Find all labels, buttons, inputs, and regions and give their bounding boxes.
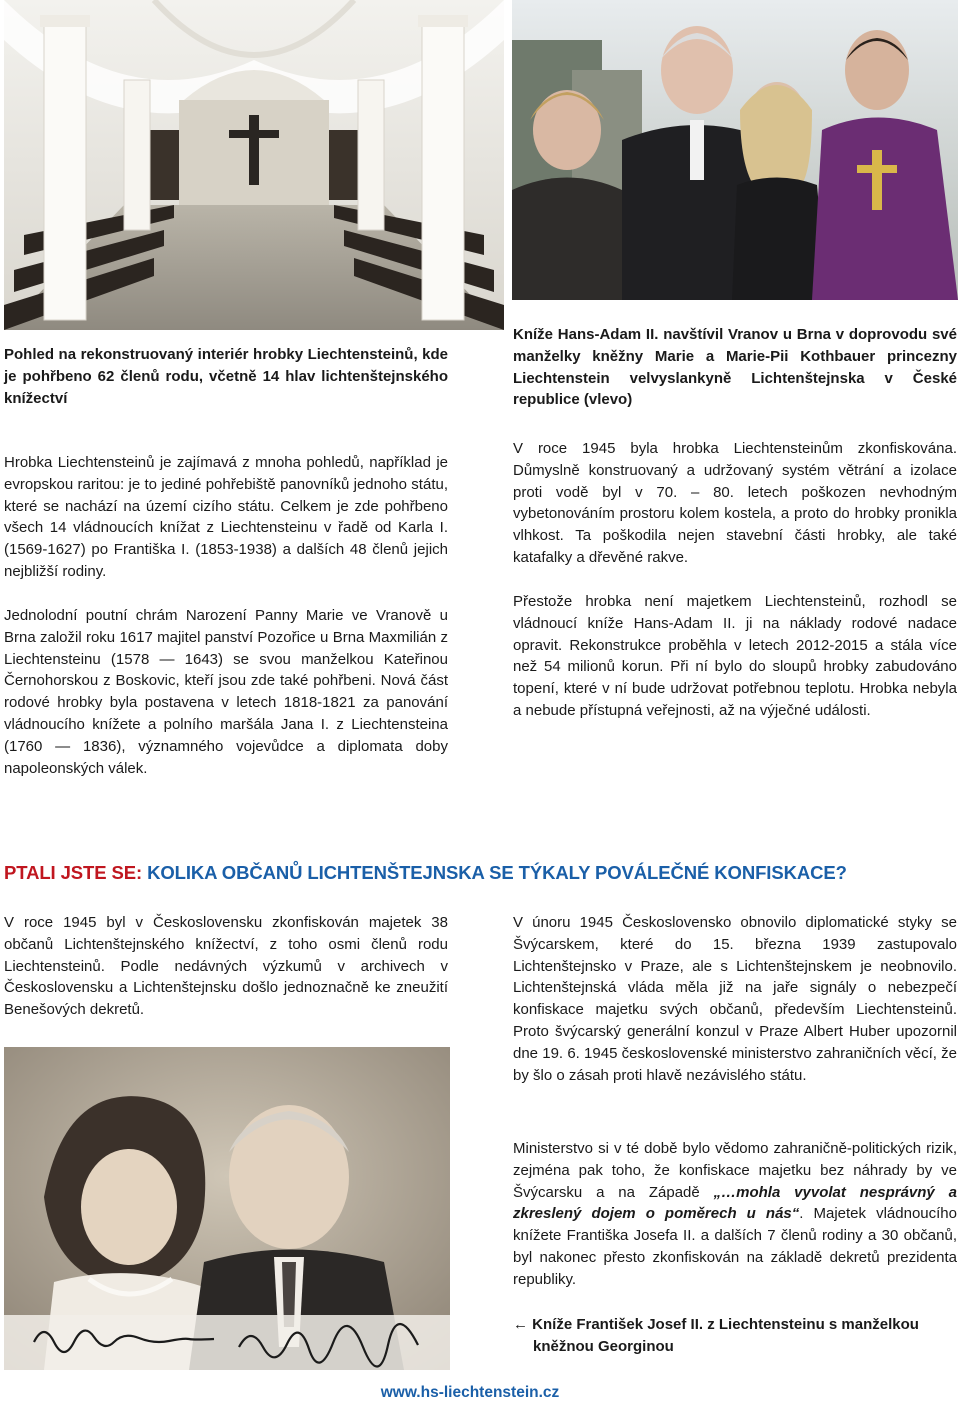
question-heading [4,862,954,884]
restoration-paragraph: Přestože hrobka není majetkem Liechtensteinů, rozhodl se vládnoucí kníže Hans-Adam II. ji na náklady rodové nadace opravit. Rekonstrukce proběhla v letech 2012-2015 a stála více než 54 milionů korun. Při ní bylo do sloupů hrobky zabudováno topení, které v ní bude udržovat potřebnou teplotu. Hrobka nebyla a nebude přístupná veřejnosti, až na výječné události. [513,593,957,719]
footer-url-link[interactable]: www.hs-liechtenstein.cz [380,1384,560,1401]
portrait-caption-text: Kníže František Josef II. z Liechtensteinu s manželkou kněžnou Georginou [532,1316,919,1355]
visit-group-photo [512,0,958,300]
crypt-interior-photo [4,0,504,330]
answer-right-paragraph-2 [513,1138,957,1291]
answer-right-text-before: Ministerstvo si v té době bylo vědomo zahraničně-politických rizik, zejména pak toho, že konfiskace majetku bez náhrady by ve Švýcarsku a na Západě [513,1140,957,1201]
answer-right-paragraph-1: V únoru 1945 Československo obnovilo diplomatické styky se Švýcarskem, které do 15. března 1939 zastupovalo Lichtenštejnsko v Praze, ale s Lichtenštejnskem je neobnovilo. Lichtenštejnská vláda měla již na jaře signály o nebezpečí konfiskace majetku svých občanů, především Liechtensteinů. Proto švýcarský generální konzul v Praze Albert Huber upozornil dne 19. 6. 1945 československé ministerstvo zahraničních věcí, že by šlo o zásah proti hlavě nezávislého státu. [513,914,957,1084]
crypt-paragraph: Hrobka Liechtensteinů je zajímavá z mnoha pohledů, například je evropskou raritou: je to jediné pohřebiště panovníků jednoho státu, které se nachází na území cizího státu. Celkem je zde pohřbeno všech 14 vládnoucích knížat z Liechtensteinu v řadě od Karla I. (1569-1627) po Františka I. (1853-1938) a dalších 48 členů jejich nejbližší rodiny. [4,454,448,580]
visit-caption: Kníže Hans-Adam II. navštívil Vranov u Brna v doprovodu své manželky kněžny Marie a Marie-Pii Kothbauer princezny Liechtenstein velvyslankyně Lichtenštejnska v České republice (vlevo) [513,326,957,409]
portrait-caption [513,1314,960,1358]
arrow-left-icon: ← [513,1316,528,1333]
answer-left-paragraph: V roce 1945 byl v Československu zkonfiskován majetek 38 občanů Lichtenštejnského knížectví, z toho osmi členů rodu Liechtensteinů. Podle nedávných výzkumů v archivech v Československu a Lichtenštejnsku došlo jednoznačně ke zneužití Benešových dekretů. [4,914,448,1019]
royal-couple-portrait [4,1047,450,1370]
church-paragraph: Jednolodní poutní chrám Narození Panny Marie ve Vranově u Brna založil roku 1617 majitel panství Pozořice u Brna Maxmilián z Liechtensteinu (1578 ― 1643) se svou manželkou Kateřinou Černohorskou z Boskovic, kteří jsou zde také pohřbeni. Nová část rodové hrobky byla postavena v letech 1818-1821 za panování vládnoucího knížete a polního maršála Jana I. z Liechtensteina (1760 ― 1836), významného vojevůdce a diplomata doby napoleonských válek. [4,607,448,777]
confiscation-paragraph: V roce 1945 byla hrobka Liechtensteinům zkonfiskována. Důmyslně konstruovaný a udržovaný systém větrání a izolace proti vodě byl v 70. – 80. letech poškozen nevhodným vybetonováním prostoru kolem kostela, a proto do hrobky pronikla vlhkost. Ta poškodila nejen stavební části hrobky, ale také katafalky a dřevěné rakve. [513,440,957,566]
crypt-caption: Pohled na rekonstruovaný interiér hrobky Liechtensteinů, kde je pohřbeno 62 členů rodu, včetně 14 hlav lichtenštejnského knížectví [4,346,448,407]
heading-question: KOLIKA OBČANŮ LICHTENŠTEJNSKA SE TÝKALY POVÁLEČNÉ KONFISKACE? [147,862,847,883]
answer-right-text-after: . Majetek vládnoucího knížete Františka Josefa II. a dalších 7 členů rodiny a 30 občanů, byl nakonec přesto zkonfiskován na základě dekretů prezidenta republiky. [513,1205,957,1288]
answer-right-quote: „…mohla vyvolat nesprávný a zkreslený dojem o poměrech u nás“ [513,1183,957,1223]
heading-prefix: PTALI JSTE SE: [4,862,143,883]
